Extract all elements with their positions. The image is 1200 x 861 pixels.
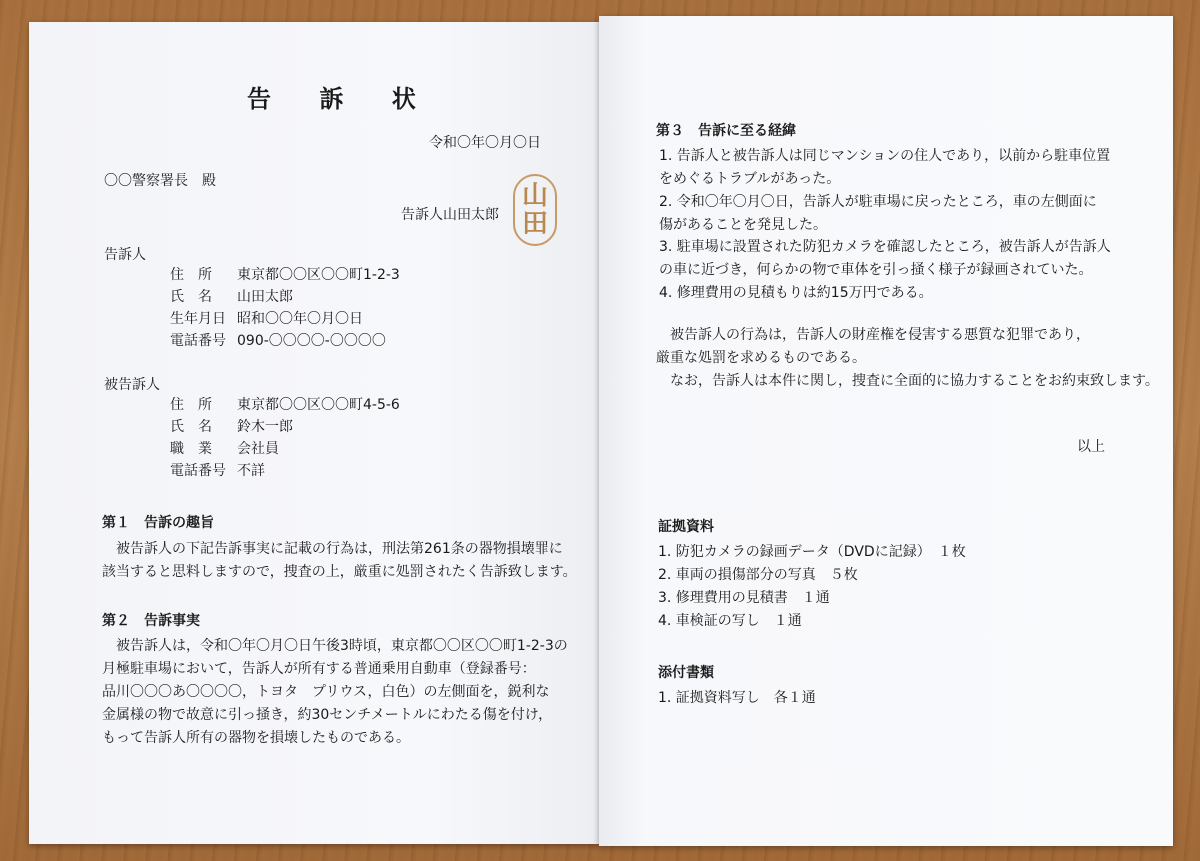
section3-line: 1. 告訴人と被告訴人は同じマンションの住人であり，以前から駐車位置 xyxy=(659,148,1111,164)
section1-heading: 第１ 告訴の趣旨 xyxy=(102,515,214,531)
document-page-right xyxy=(599,16,1173,846)
complainant-label: 住 所 xyxy=(170,267,212,283)
evidence-item: 1. 防犯カメラの録画データ（DVDに記録） １枚 xyxy=(658,544,966,560)
complainant-label: 電話番号 xyxy=(170,333,226,349)
complainant-value: 090-〇〇〇〇-〇〇〇〇 xyxy=(237,333,386,349)
attachment-item: 1. 証拠資料写し 各１通 xyxy=(658,690,816,706)
document-title: 告 訴 状 xyxy=(247,85,436,113)
section3-heading: 第３ 告訴に至る経緯 xyxy=(656,123,796,139)
document-date: 令和〇年〇月〇日 xyxy=(429,135,541,151)
accused-heading: 被告訴人 xyxy=(104,377,160,393)
complainant-value: 昭和〇〇年〇月〇日 xyxy=(237,311,363,327)
section3-line: 4. 修理費用の見積もりは約15万円である。 xyxy=(659,285,933,301)
accused-value: 会社員 xyxy=(237,441,279,457)
section2-line: 金属様の物で故意に引っ掻き，約30センチメートルにわたる傷を付け， xyxy=(102,707,553,723)
attachments-heading: 添付書類 xyxy=(658,665,714,681)
section3-line: 3. 駐車場に設置された防犯カメラを確認したところ，被告訴人が告訴人 xyxy=(659,239,1111,255)
section3-line: 傷があることを発見した。 xyxy=(659,217,827,233)
accused-label: 電話番号 xyxy=(170,463,226,479)
evidence-item: 4. 車検証の写し １通 xyxy=(658,613,802,629)
signer-name: 告訴人山田太郎 xyxy=(401,207,499,223)
accused-value: 東京都〇〇区〇〇町4-5-6 xyxy=(237,397,400,413)
section3-line: 2. 令和〇年〇月〇日，告訴人が駐車場に戻ったところ，車の左側面に xyxy=(659,194,1097,210)
closing-line: 被告訴人の行為は，告訴人の財産権を侵害する悪質な犯罪であり， xyxy=(656,327,1090,343)
end-mark: 以上 xyxy=(1077,439,1105,455)
name-seal-stamp: 山 田 xyxy=(513,174,557,246)
accused-value: 鈴木一郎 xyxy=(237,419,293,435)
complainant-label: 氏 名 xyxy=(170,289,212,305)
closing-line: 厳重な処罰を求めるものである。 xyxy=(656,350,866,366)
complainant-value: 東京都〇〇区〇〇町1-2-3 xyxy=(237,267,400,283)
section2-line: 月極駐車場において，告訴人が所有する普通乗用自動車（登録番号： xyxy=(102,661,536,677)
document-page-left xyxy=(29,22,599,844)
evidence-item: 2. 車両の損傷部分の写真 ５枚 xyxy=(658,567,858,583)
section2-line: もって告訴人所有の器物を損壊したものである。 xyxy=(102,730,410,746)
accused-label: 住 所 xyxy=(170,397,212,413)
evidence-item: 3. 修理費用の見積書 １通 xyxy=(658,590,830,606)
evidence-heading: 証拠資料 xyxy=(658,519,714,535)
complainant-heading: 告訴人 xyxy=(104,247,146,263)
section3-line: の車に近づき，何らかの物で車体を引っ掻く様子が録画されていた。 xyxy=(659,262,1093,278)
accused-label: 氏 名 xyxy=(170,419,212,435)
section3-line: をめぐるトラブルがあった。 xyxy=(659,171,841,187)
section1-line: 該当すると思料しますので，捜査の上，厳重に処罰されたく告訴致します。 xyxy=(102,564,577,580)
section2-line: 被告訴人は，令和〇年〇月〇日午後3時頃，東京都〇〇区〇〇町1-2-3の xyxy=(102,638,568,654)
section2-line: 品川〇〇〇あ〇〇〇〇，トヨタ プリウス，白色）の左側面を，鋭利な xyxy=(102,684,550,700)
closing-line: なお，告訴人は本件に関し，捜査に全面的に協力することをお約束致します。 xyxy=(656,373,1159,389)
complainant-value: 山田太郎 xyxy=(237,289,293,305)
addressee: 〇〇警察署長 殿 xyxy=(104,173,216,189)
section1-line: 被告訴人の下記告訴事実に記載の行為は，刑法第261条の器物損壊罪に xyxy=(102,541,563,557)
accused-label: 職 業 xyxy=(170,441,212,457)
complainant-label: 生年月日 xyxy=(170,311,226,327)
section2-heading: 第２ 告訴事実 xyxy=(102,613,200,629)
accused-value: 不詳 xyxy=(237,463,265,479)
